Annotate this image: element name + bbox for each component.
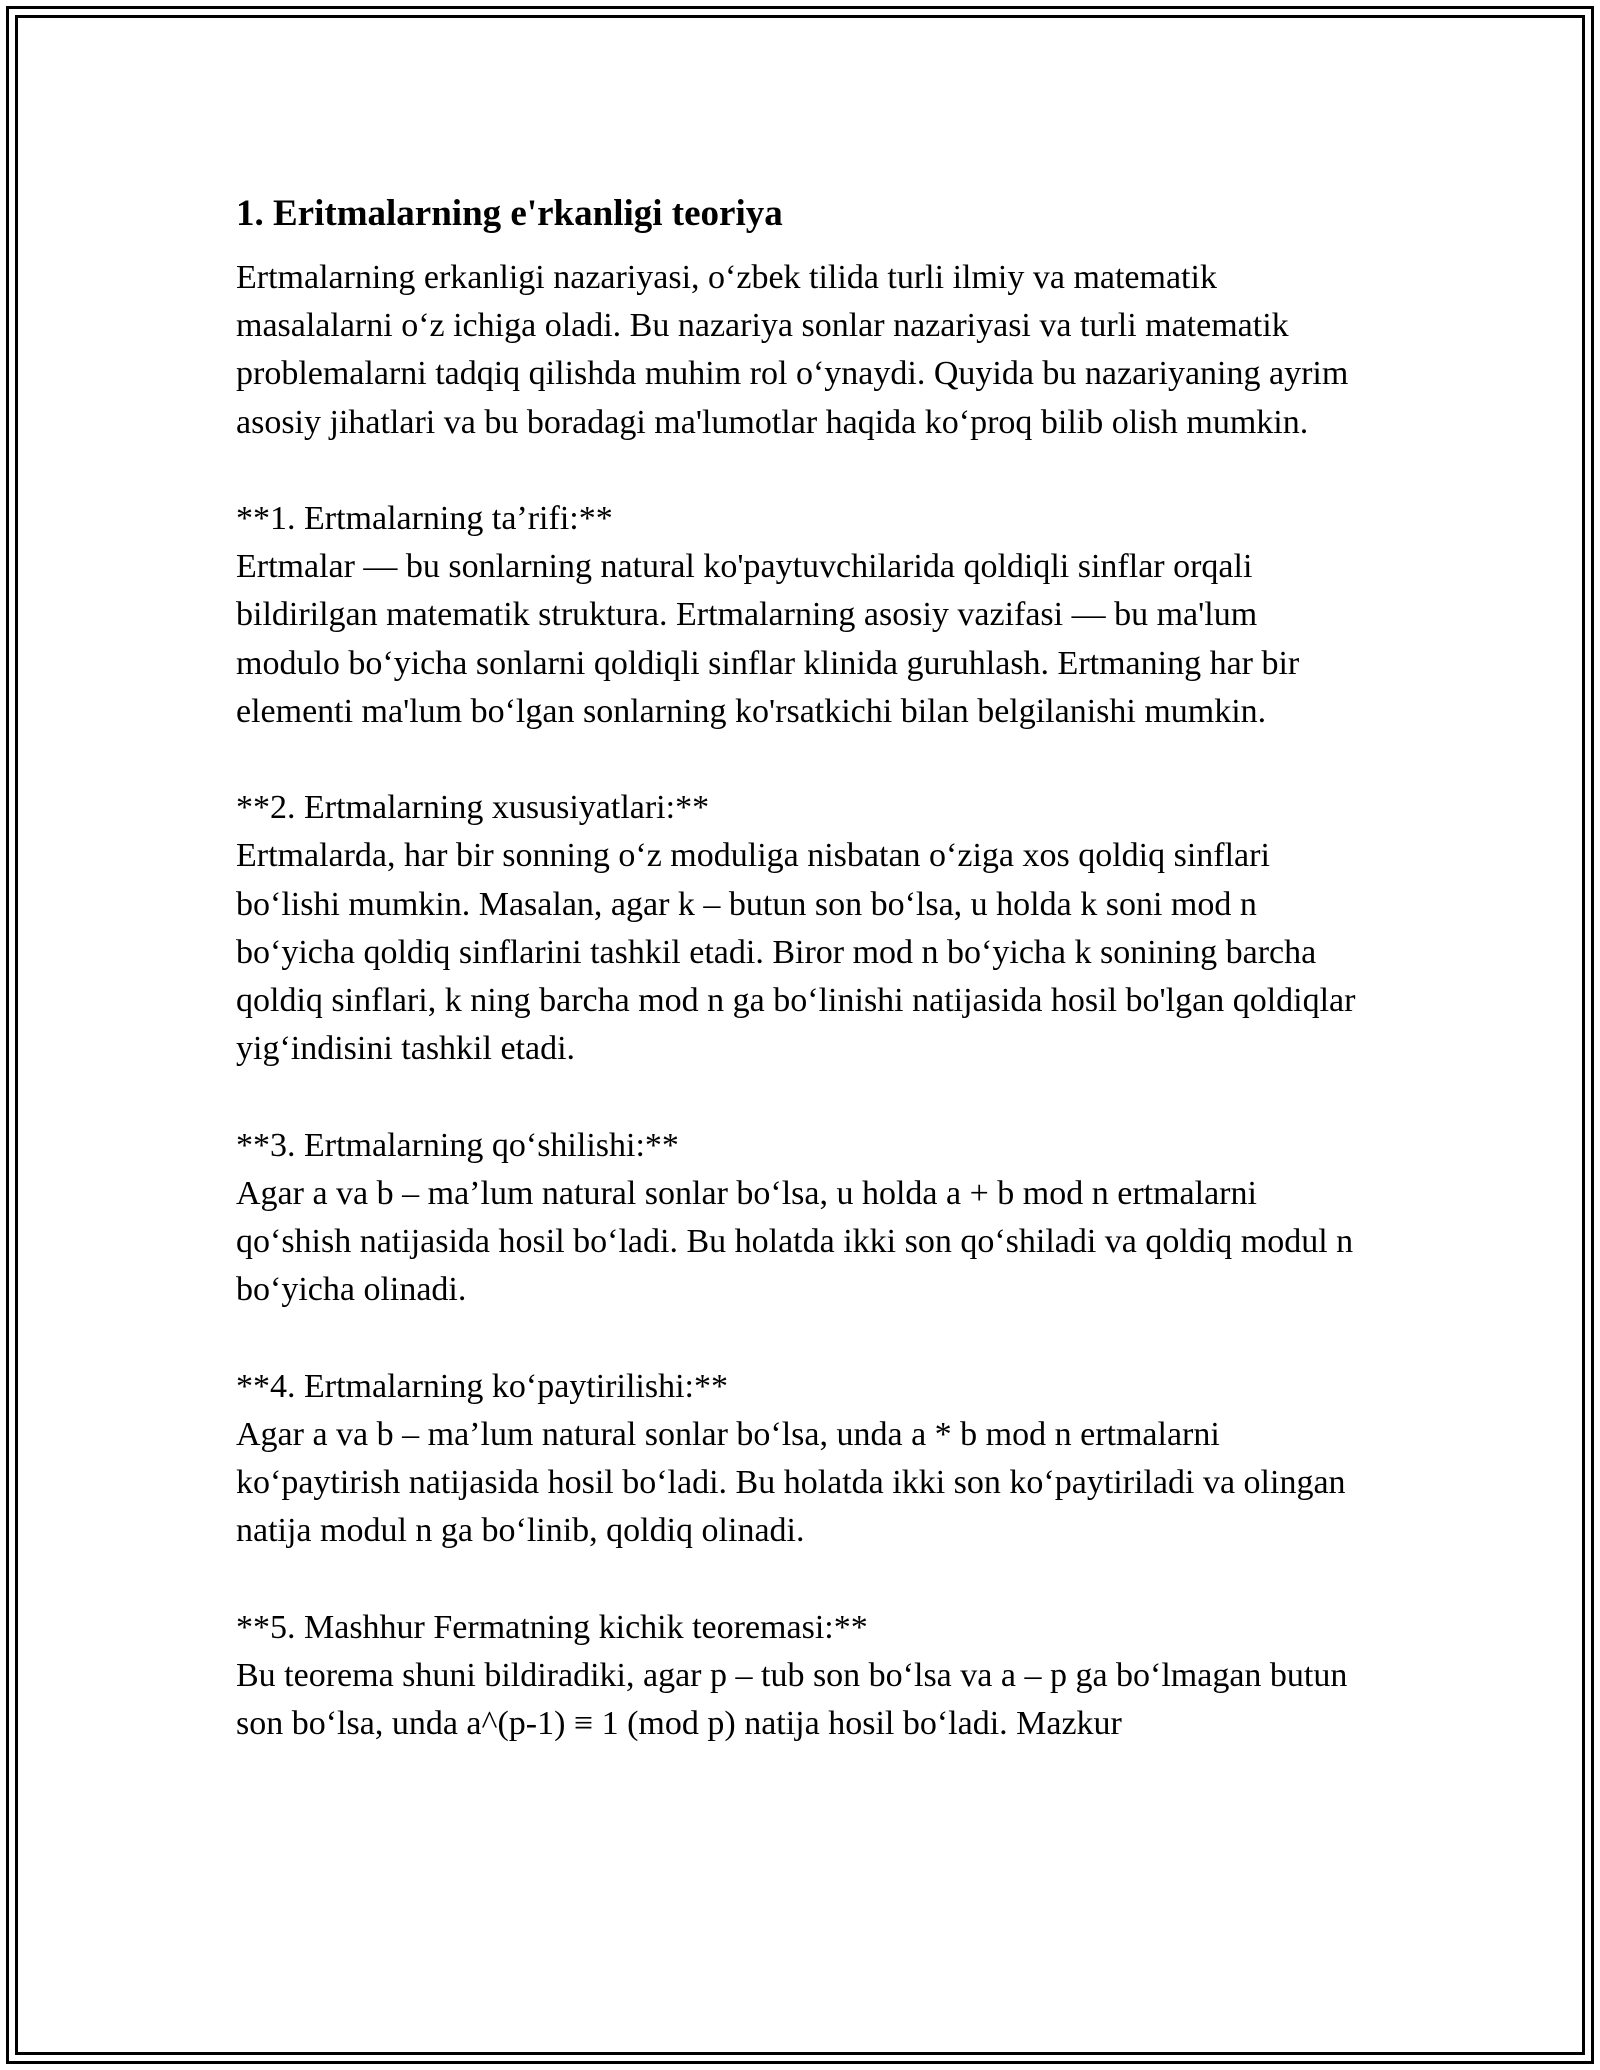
- section-body-3: Agar a va b – ma’lum natural sonlar bo‘lsa, u holda a + b mod n ertmalarni qo‘shish natijasida hosil bo‘ladi. Bu holatda ikki son qo‘shiladi va qoldiq modul n bo‘yicha olinadi.: [236, 1174, 1362, 1309]
- section-heading-5: **5. Mashhur Fermatning kichik teoremasi:**: [236, 1608, 868, 1646]
- section-heading-2: **2. Ertmalarning xususiyatlari:**: [236, 789, 710, 827]
- section-body-5: Bu teorema shuni bildiradiki, agar p – tub son bo‘lsa va a – p ga bo‘lmagan butun son bo‘lsa, unda a^(p-1) ≡ 1 (mod p) natija hosil bo‘ladi. Mazkur: [236, 1656, 1356, 1743]
- document-title: 1. Eritmalarning e'rkanligi teoriya: [236, 193, 783, 234]
- intro-paragraph: Ertmalarning erkanligi nazariyasi, o‘zbek tilida turli ilmiy va matematik masalalarni o‘z ichiga oladi. Bu nazariya sonlar nazariyasi va turli matematik problemalarni tadqiq qilishda muhim rol o‘ynaydi. Quyida bu nazariyaning ayrim asosiy jihatlari va bu boradagi ma'lumotlar haqida ko‘proq bilib olish mumkin.: [236, 259, 1357, 441]
- paragraph-gap: [236, 1314, 1366, 1362]
- section-heading-1: **1. Ertmalarning ta’rifi:**: [236, 500, 613, 537]
- paragraph-gap: [236, 1555, 1366, 1603]
- section-heading-4: **4. Ertmalarning ko‘paytirilishi:**: [236, 1367, 728, 1405]
- section-body-2: Ertmalarda, har bir sonning o‘z moduliga nisbatan o‘ziga xos qoldiq sinflari bo‘lishi mumkin. Masalan, agar k – butun son bo‘lsa, u holda k soni mod n bo‘yicha qoldiq sinflarini tashkil etadi. Biror mod n bo‘yicha k sonining barcha qoldiq sinflari, k ning barcha mod n ga bo‘linishi natijasida hosil bo'lgan qoldiqlar yig‘indisini tashkil etadi.: [236, 837, 1364, 1068]
- section-body-4: Agar a va b – ma’lum natural sonlar bo‘lsa, unda a * b mod n ertmalarni ko‘paytirish natijasida hosil bo‘ladi. Bu holatda ikki son ko‘paytiriladi va olingan natija modul n ga bo‘linib, qoldiq olinadi.: [236, 1415, 1355, 1550]
- section-heading-3: **3. Ertmalarning qo‘shilishi:**: [236, 1126, 679, 1164]
- section-body-1: Ertmalar — bu sonlarning natural ko'paytuvchilarida qoldiqli sinflar orqali bildirilgan matematik struktura. Ertmalarning asosiy vazifasi — bu ma'lum modulo bo‘yicha sonlarni qoldiqli sinflar klinida guruhlash. Ertmaning har bir elementi ma'lum bo‘lgan sonlarning ko'rsatkichi bilan belgilanishi mumkin.: [236, 548, 1308, 730]
- paragraph-gap: [236, 1073, 1366, 1121]
- document-body: [236, 186, 1366, 1748]
- paragraph-gap: [236, 447, 1366, 495]
- paragraph-gap: [236, 736, 1366, 784]
